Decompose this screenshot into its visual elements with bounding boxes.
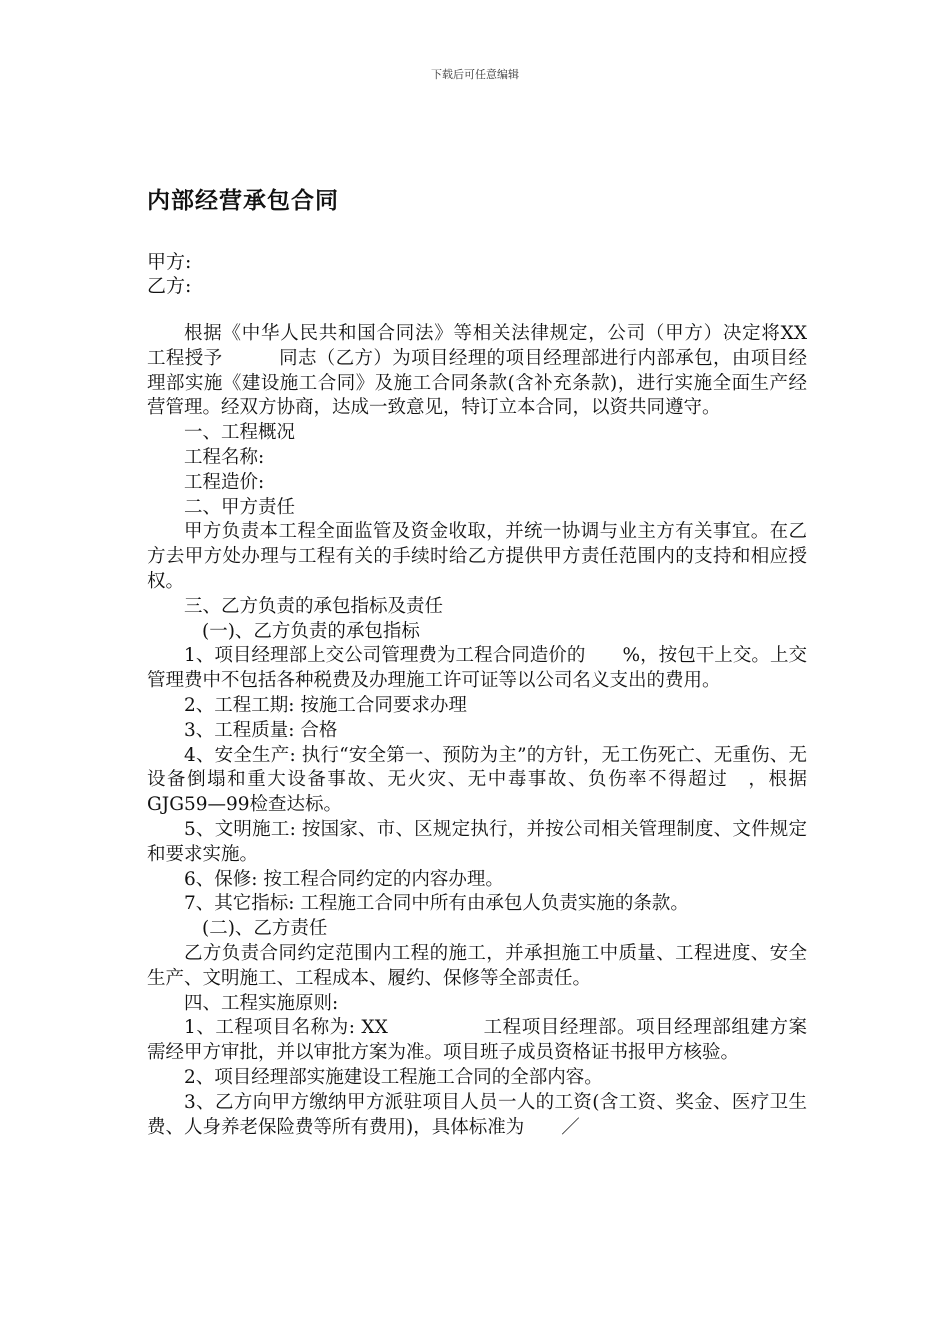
subsection-heading-2: (二)、乙方责任 (202, 918, 328, 940)
clause-7: 7、其它指标: 工程施工合同中所有由承包人负责实施的条款。 (184, 893, 689, 915)
document-title: 内部经营承包合同 (147, 188, 339, 214)
subsection-heading-1: (一)、乙方负责的承包指标 (202, 620, 420, 642)
section-heading-3: 三、乙方负责的承包指标及责任 (184, 595, 444, 617)
contract-body (147, 322, 882, 1140)
principle-1: 1、工程项目名称为: XX 工程项目经理部。项目经理部组建方案需经甲方审批，并以审批方案为准。项目班子成员资格证书报甲方核验。 (147, 1017, 807, 1064)
section-heading-4: 四、工程实施原则: (184, 992, 339, 1014)
paragraph-party-a-duty: 甲方负责本工程全面监管及资金收取，并统一协调与业主方有关事宜。在乙方去甲方处办理与工程有关的手续时给乙方提供甲方责任范围内的支持和相应授权。 (147, 521, 807, 592)
clause-6: 6、保修: 按工程合同约定的内容办理。 (184, 868, 504, 890)
section-heading-1: 一、工程概况 (184, 422, 296, 444)
principle-3: 3、乙方向甲方缴纳甲方派驻项目人员一人的工资(含工资、奖金、医疗卫生费、人身养老保险费等所有费用)，具体标准为 ／ (147, 1091, 807, 1138)
principle-2: 2、项目经理部实施建设工程施工合同的全部内容。 (184, 1066, 603, 1088)
project-cost-field: 工程造价: (184, 471, 265, 493)
party-a-label: 甲方: (147, 251, 192, 273)
project-name-field: 工程名称: (184, 446, 265, 468)
clause-2: 2、工程工期: 按施工合同要求办理 (184, 694, 467, 716)
section-heading-2: 二、甲方责任 (184, 496, 296, 518)
clause-1: 1、项目经理部上交公司管理费为工程合同造价的 %，按包干上交。上交管理费中不包括各种税费及办理施工许可证等以公司名义支出的费用。 (147, 645, 807, 692)
paragraph-intro: 根据《中华人民共和国合同法》等相关法律规定，公司（甲方）决定将XX 工程授予 同志（乙方）为项目经理的项目经理部进行内部承包，由项目经理部实施《建设施工合同》及施工合同条款(含补充条款)，进行实施全面生产经营管理。经双方协商，达成一致意见，特订立本合同，以资共同遵守。 (147, 323, 882, 419)
clause-5: 5、文明施工: 按国家、市、区规定执行，并按公司相关管理制度、文件规定和要求实施。 (147, 818, 807, 865)
clause-4: 4、安全生产: 执行“安全第一、预防为主”的方针，无工伤死亡、无重伤、无设备倒塌和重大设备事故、无火灾、无中毒事故、负伤率不得超过 ，根据GJG59—99检查达标。 (147, 744, 807, 816)
party-b-label: 乙方: (147, 275, 192, 297)
paragraph-party-b-duty: 乙方负责合同约定范围内工程的施工，并承担施工中质量、工程进度、安全生产、文明施工、工程成本、履约、保修等全部责任。 (147, 942, 807, 989)
header-note: 下载后可任意编辑 (431, 68, 519, 81)
clause-3: 3、工程质量: 合格 (184, 719, 338, 741)
